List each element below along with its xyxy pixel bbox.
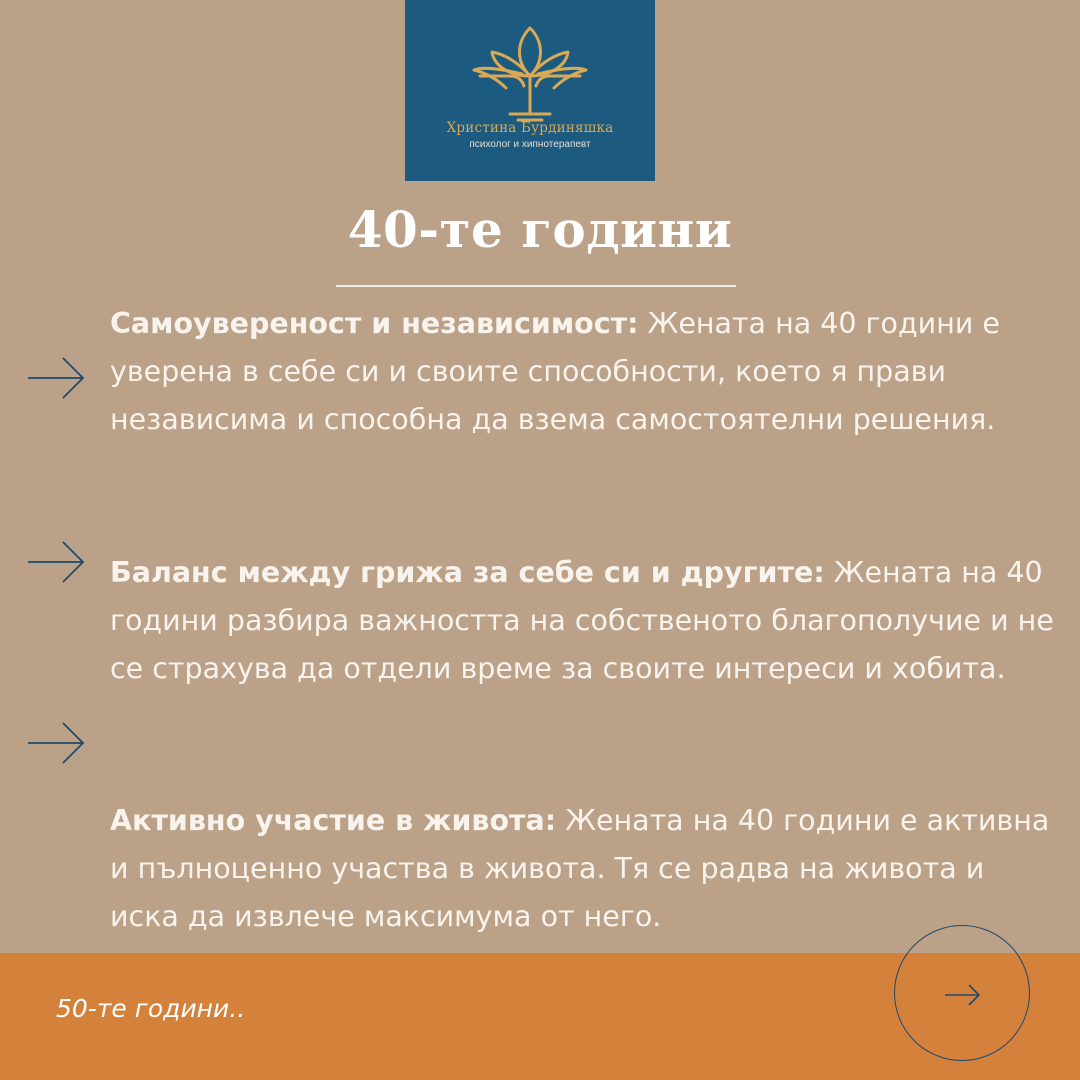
title-divider <box>336 285 736 287</box>
item-heading: Самоувереност и независимост: <box>110 307 639 340</box>
arrow-right-icon <box>943 983 983 1007</box>
list-item <box>110 797 1055 941</box>
arrow-right-icon <box>28 720 86 766</box>
page-title: 40-те години <box>347 200 733 259</box>
list-item <box>110 300 1055 444</box>
list-item <box>110 549 1055 693</box>
item-text: Жената на 40 години е активна и пълноценно участва в живота. Тя се радва на живота и иска да извлече максимума от него. <box>110 804 1050 933</box>
next-page-label[interactable]: 50-те години.. <box>56 994 246 1023</box>
item-text: Жената на 40 години разбира важността на собственото благополучие и не се страхува да отдели време за своите интереси и хобита. <box>110 556 1054 685</box>
logo-subtitle: психолог и хипнотерапевт <box>469 139 591 150</box>
logo <box>405 0 655 181</box>
item-heading: Баланс между грижа за себе си и другите: <box>110 556 825 589</box>
arrow-right-icon <box>28 355 86 401</box>
item-heading: Активно участие в живота: <box>110 804 557 837</box>
next-button[interactable] <box>894 925 1030 1061</box>
lotus-tree-icon <box>470 14 590 124</box>
item-text: Жената на 40 години е уверена в себе си и своите способности, което я прави независима и способна да взема самостоятелни решения. <box>110 307 1000 436</box>
arrow-right-icon <box>28 539 86 585</box>
logo-name: Христина Бурдиняшка <box>446 120 614 136</box>
